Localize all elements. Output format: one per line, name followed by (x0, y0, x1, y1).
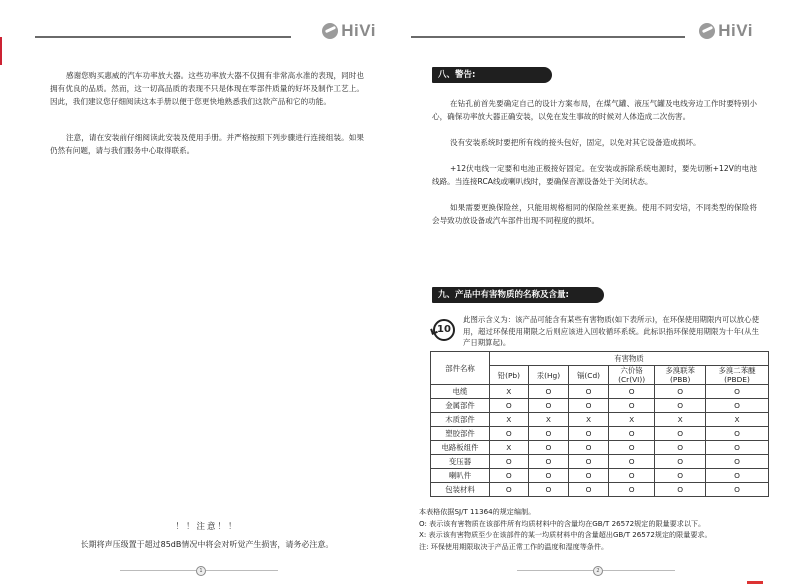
part-name-cell: 塑胶部件 (431, 427, 490, 441)
substance-header: 镉(Cd) (569, 366, 609, 385)
substance-value-cell: O (655, 385, 706, 399)
part-name-cell: 变压器 (431, 455, 490, 469)
table-row (431, 399, 769, 413)
substance-value-cell: O (706, 399, 769, 413)
substance-value-cell: O (706, 483, 769, 497)
substance-value-cell: O (569, 455, 609, 469)
page-number-left: 1 (196, 566, 206, 576)
page-number-right: 2 (593, 566, 603, 576)
substance-header: 六价铬 (Cr(VI)) (608, 366, 654, 385)
substance-value-cell: X (528, 413, 568, 427)
substance-header: 汞(Hg) (528, 366, 568, 385)
intro-paragraph: 感谢您购买惠威的汽车功率放大器。这些功率放大器不仅拥有非常高水准的表现，同时也拥有优良的品质。然而，这一切高品质的表现不只是体现在零部件质量的好坏及制作工艺上。因此，我们建议您仔细阅读这本手册以便于您更快地熟悉我们这款产品和它的功能。 (50, 71, 364, 106)
substance-header: 多溴二苯醚 (PBDE) (706, 366, 769, 385)
table-row (431, 483, 769, 497)
warning-title: ！！注意！！ (175, 522, 239, 532)
substance-value-cell: O (569, 483, 609, 497)
substance-value-cell: O (569, 399, 609, 413)
substance-header: 多溴联苯 (PBB) (655, 366, 706, 385)
logo-text: HiVi (718, 21, 753, 40)
hivi-logo (699, 21, 753, 41)
right-page (397, 0, 793, 584)
part-name-cell: 木质部件 (431, 413, 490, 427)
substance-value-cell: O (706, 385, 769, 399)
substance-value-cell: O (608, 469, 654, 483)
substance-value-cell: O (569, 441, 609, 455)
substance-value-cell: O (569, 469, 609, 483)
install-note-paragraph: 注意，请在安装前仔细阅读此安装及使用手册。并严格按照下列步骤进行连接组装。如果仍然有问题，请与我们服务中心取得联系。 (50, 133, 364, 155)
table-header-row (431, 352, 769, 366)
substance-value-cell: O (706, 427, 769, 441)
note-line: 注: 环保使用期限取决于产品正常工作的温度和湿度等条件。 (419, 541, 609, 551)
substance-value-cell: O (706, 455, 769, 469)
table-row (431, 427, 769, 441)
substance-value-cell: O (490, 469, 529, 483)
substance-value-cell: O (490, 427, 529, 441)
substance-value-cell: O (608, 483, 654, 497)
substance-value-cell: X (655, 413, 706, 427)
left-header (35, 18, 376, 42)
section-8-title: 八、警告: (432, 67, 552, 83)
header-rule (411, 36, 685, 38)
substance-value-cell: O (528, 427, 568, 441)
substance-header: 铅(Pb) (490, 366, 529, 385)
hivi-logo-icon (699, 23, 715, 39)
note-line: O: 表示该有害物质在该部件所有均质材料中的含量均在GB/T 26572规定的限量要求以下。 (419, 518, 706, 528)
footer-rule-right (206, 570, 278, 571)
substance-value-cell: O (569, 427, 609, 441)
part-name-cell: 包装材料 (431, 483, 490, 497)
substance-value-cell: O (490, 455, 529, 469)
substance-value-cell: O (655, 441, 706, 455)
table-notes (419, 506, 783, 552)
logo-text: HiVi (341, 21, 376, 40)
hivi-logo-icon (322, 23, 338, 39)
substance-value-cell: X (608, 413, 654, 427)
substance-value-cell: O (569, 385, 609, 399)
substance-value-cell: O (608, 399, 654, 413)
substance-value-cell: O (608, 427, 654, 441)
eco-icon-number: 10 (437, 324, 451, 335)
substance-value-cell: O (608, 385, 654, 399)
substance-value-cell: O (608, 455, 654, 469)
substance-value-cell: X (490, 385, 529, 399)
substance-value-cell: O (608, 441, 654, 455)
page-edge-mark (0, 37, 2, 65)
table-row (431, 413, 769, 427)
substance-value-cell: O (706, 441, 769, 455)
footer-rule-left (517, 570, 593, 571)
table-row (431, 455, 769, 469)
substance-value-cell: O (528, 385, 568, 399)
note-line: 本表格依据SJ/T 11364的规定编制。 (419, 507, 536, 516)
substance-value-cell: X (569, 413, 609, 427)
part-name-cell: 电路板组件 (431, 441, 490, 455)
substance-value-cell: O (655, 399, 706, 413)
footer-rule-left (120, 570, 196, 571)
substance-value-cell: O (490, 399, 529, 413)
substance-value-cell: O (655, 427, 706, 441)
substance-value-cell: X (490, 441, 529, 455)
part-name-header: 部件名称 (431, 352, 490, 385)
eco-10-year-icon (433, 319, 455, 341)
hivi-logo (322, 21, 376, 41)
table-row (431, 385, 769, 399)
footer-rule-right (603, 570, 675, 571)
hazardous-substances-table (430, 351, 769, 497)
table-row (431, 441, 769, 455)
warning-paragraph-3: +12伏电线一定要和电池正极接好固定。在安装或拆除系统电源时，要先切断+12V的电池线路。当连接RCA线或喇叭线时，要确保音源设备处于关闭状态。 (432, 164, 757, 186)
part-name-cell: 金属部件 (431, 399, 490, 413)
part-name-cell: 电缆 (431, 385, 490, 399)
section-9-title: 九、产品中有害物质的名称及含量: (432, 287, 604, 303)
right-header (411, 18, 753, 42)
substance-value-cell: X (490, 413, 529, 427)
substance-value-cell: O (528, 441, 568, 455)
eco-description: 此图示含义为：该产品可能含有某些有害物质(如下表所示)，在环保使用期限内可以放心使用，超过环保使用期限之后则应该进入回收循环系统。此标识指环保使用期限为十年(从生产日期算起)。 (463, 315, 759, 347)
warning-paragraph-2: 没有安装系统时要把所有线的接头包好，固定，以免对其它设备造成损坏。 (450, 138, 701, 147)
note-line: X: 表示该有害物质至少在该部件的某一均质材料中的含量超出GB/T 26572规定的限量要求。 (419, 530, 712, 539)
substance-value-cell: X (706, 413, 769, 427)
warning-paragraph-4: 如果需要更换保险丝，只能用规格相同的保险丝来更换。使用不同安培，不同类型的保险将会导致功放设备或汽车部件出现不同程度的损坏。 (432, 203, 757, 225)
table-row (431, 469, 769, 483)
substance-value-cell: O (528, 399, 568, 413)
substance-value-cell: O (528, 469, 568, 483)
warning-paragraph-1: 在钻孔前首先要确定自己的设计方案布局，在煤气罐、液压气罐及电线旁边工作时要特别小心，确保功率放大器正确安装，以免在发生事故的时候对人体造成二次伤害。 (432, 99, 757, 121)
left-page (0, 0, 396, 584)
substance-value-cell: O (490, 483, 529, 497)
substance-value-cell: O (655, 455, 706, 469)
substance-value-cell: O (528, 483, 568, 497)
hearing-warning-text: 长期将声压级置于超过85dB情况中将会对听觉产生损害，请务必注意。 (80, 540, 334, 549)
substance-value-cell: O (706, 469, 769, 483)
substance-value-cell: O (528, 455, 568, 469)
part-name-cell: 喇叭件 (431, 469, 490, 483)
header-rule (35, 36, 291, 38)
hazard-substances-header: 有害物质 (490, 352, 769, 366)
substance-value-cell: O (655, 483, 706, 497)
substance-value-cell: O (655, 469, 706, 483)
